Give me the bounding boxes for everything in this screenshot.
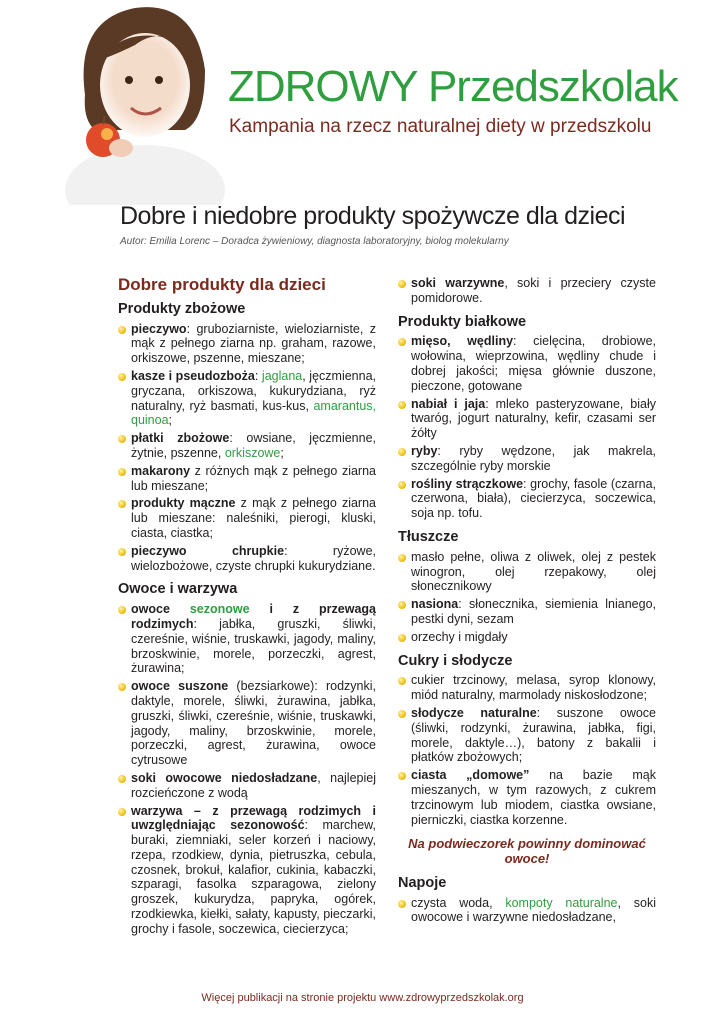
- left-column: [118, 276, 376, 940]
- list-item: makarony z różnych mąk z pełnego ziarna lub mieszane;: [118, 464, 376, 494]
- list-item: płatki zbożowe: owsiane, jęczmienne, żytnie, pszenne, orkiszowe;: [118, 431, 376, 461]
- list-item: produkty mączne z mąk z pełnego ziarna lub mieszane: naleśniki, pierogi, kluski, ciasta, ciastka;: [118, 496, 376, 540]
- list-item: owoce sezonowe i z przewagą rodzimych: jabłka, gruszki, śliwki, czereśnie, wiśnie, truskawki, jagody, maliny, brzoskwinie, morele, porzeczki, agrest, żurawina;: [118, 602, 376, 676]
- list-item: warzywa – z przewagą rodzimych i uwzględniając sezonowość: marchew, buraki, ziemniaki, seler korzeń i naciowy, rzepa, rzodkiew, dynia, pietruszka, cebula, czosnek, brokuł, kalafior, cukinia, kabaczki, szparagi, fasolka szparagowa, zielony groszek, kukurydza, papryka, ogórek, rzodkiewka, kiełki, sałaty, kapusty, pieczarki, grochy i fasole, soczewica, ciecierzyca;: [118, 804, 376, 937]
- campaign-subtitle: Kampania na rzecz naturalnej diety w przedszkolu: [229, 116, 652, 137]
- drinks-list: [398, 896, 656, 926]
- fruits-heading: Owoce i warzywa: [118, 581, 238, 598]
- list-item: orzechy i migdały: [398, 630, 656, 645]
- list-item: ryby: ryby wędzone, jak makrela, szczególnie ryby morskie: [398, 444, 656, 474]
- list-item: soki owocowe niedosładzane, najlepiej rozcieńczone z wodą: [118, 771, 376, 801]
- list-item: owoce suszone (bezsiarkowe): rodzynki, daktyle, morele, śliwki, żurawina, jabłka, gruszki, śliwki, czereśnie, wiśnie, truskawki, jagody, maliny, brzoskwinie, morele, porzeczki, agrest, żurawina, owoce cytrusowe: [118, 679, 376, 768]
- protein-list: [398, 334, 656, 521]
- right-column: [398, 276, 656, 928]
- fats-list: [398, 550, 656, 645]
- sweets-list: [398, 673, 656, 827]
- sweets-heading: Cukry i słodycze: [398, 652, 513, 669]
- list-item: masło pełne, oliwa z oliwek, olej z pestek winogron, olej rzepakowy, olej słonecznikowy: [398, 550, 656, 594]
- cereals-list: [118, 322, 376, 574]
- list-item: mięso, wędliny: cielęcina, drobiowe, wołowina, wieprzowina, wędliny chude i dobrej jakości; mięsa głównie duszone, pieczone, gotowane: [398, 334, 656, 393]
- good-products-heading: Dobre produkty dla dzieci: [118, 275, 326, 294]
- author-line: Autor: Emilia Lorenc – Doradca żywieniowy, diagnosta laboratoryjny, biolog molekularny: [120, 236, 509, 247]
- list-item: słodycze naturalne: suszone owoce (śliwki, rodzynki, żurawina, jabłka, figi, morele, daktyle…), batony z bakalii i płatków zbożowych;: [398, 706, 656, 765]
- protein-heading: Produkty białkowe: [398, 313, 527, 330]
- list-item: kasze i pseudozboża: jaglana, jęczmienna, gryczana, orkiszowa, kukurydziana, ryż naturalny, ryż basmati, kus-kus, amarantus, quinoa;: [118, 369, 376, 428]
- list-item: pieczywo: gruboziarniste, wieloziarniste, z mąk z pełnego ziarna np. graham, razowe, orkiszowe, pszenne, mieszane;: [118, 322, 376, 366]
- juice-list: [398, 276, 656, 306]
- cereals-heading: Produkty zbożowe: [118, 300, 246, 317]
- drinks-heading: Napoje: [398, 874, 447, 891]
- list-item: soki warzywne, soki i przeciery czyste pomidorowe.: [398, 276, 656, 306]
- list-item: cukier trzcinowy, melasa, syrop klonowy, miód naturalny, marmolady niskosłodzone;: [398, 673, 656, 703]
- list-item: nabiał i jaja: mleko pasteryzowane, biały twaróg, jogurt naturalny, kefir, czasami ser żółty: [398, 397, 656, 441]
- list-item: czysta woda, kompoty naturalne, soki owocowe i warzywne niedosładzane,: [398, 896, 656, 926]
- child-photo: [55, 0, 225, 205]
- list-item: pieczywo chrupkie: ryżowe, wielozbożowe, czyste chrupki kukurydziane.: [118, 544, 376, 574]
- snack-note: Na podwieczorek powinny dominować owoce!: [408, 836, 646, 867]
- list-item: nasiona: słonecznika, siemienia lnianego, pestki dyni, sezam: [398, 597, 656, 627]
- list-item: ciasta „domowe” na bazie mąk mieszanych, w tym razowych, z cukrem trzcinowym lub miodem, ciastka owsiane, pierniczki, ciastka korzenne.: [398, 768, 656, 827]
- list-item: rośliny strączkowe: grochy, fasole (czarna, czerwona, biała), ciecierzyca, soczewica, soja np. tofu.: [398, 477, 656, 521]
- fruits-list: [118, 602, 376, 937]
- fats-heading: Tłuszcze: [398, 528, 459, 545]
- campaign-title: ZDROWY Przedszkolak: [228, 62, 678, 111]
- footer-text: Więcej publikacji na stronie projektu www.zdrowyprzedszkolak.org: [201, 992, 524, 1004]
- article-heading: Dobre i niedobre produkty spożywcze dla dzieci: [120, 202, 626, 230]
